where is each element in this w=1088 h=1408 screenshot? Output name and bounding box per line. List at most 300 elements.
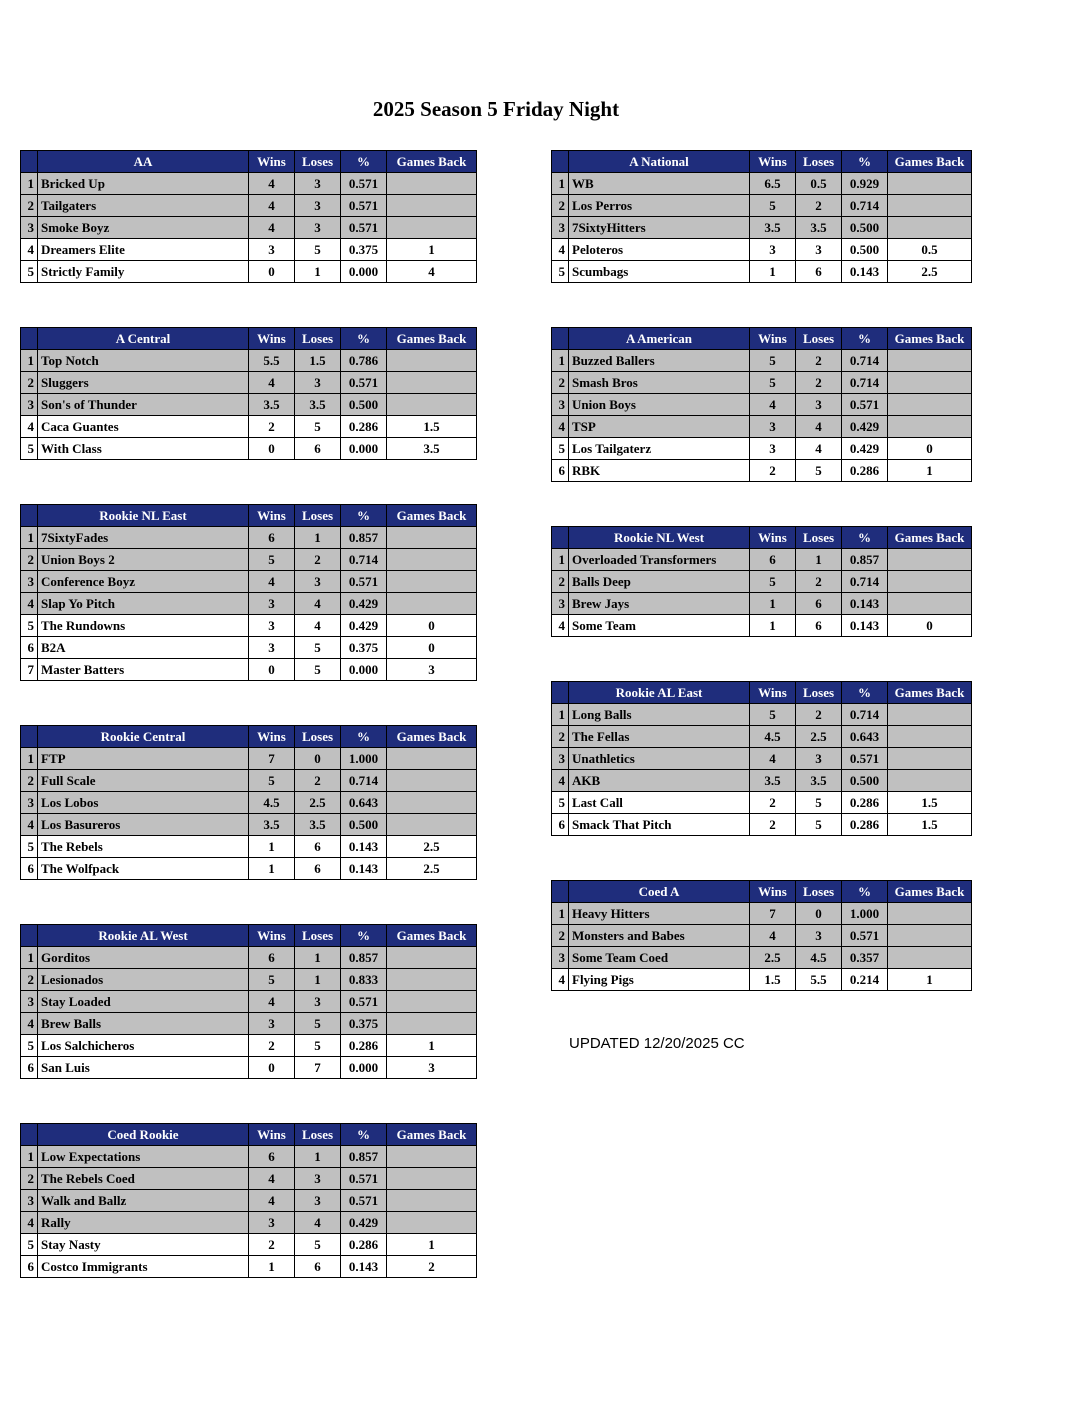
col-header-loses: Loses <box>295 328 341 350</box>
wins-cell: 1 <box>750 593 796 615</box>
games-back-cell <box>888 394 972 416</box>
col-header-games-back: Games Back <box>387 1124 477 1146</box>
team-name-cell: Strictly Family <box>38 261 249 283</box>
team-name-cell: Smash Bros <box>569 372 750 394</box>
table-header-row <box>552 682 972 704</box>
team-row <box>21 1013 477 1035</box>
standings-table-rookie-central <box>20 725 477 880</box>
position-cell: 1 <box>21 947 38 969</box>
pct-cell: 0.429 <box>341 593 387 615</box>
loses-cell: 4 <box>295 1212 341 1234</box>
position-cell: 6 <box>552 814 569 836</box>
wins-cell: 7 <box>249 748 295 770</box>
team-row <box>552 372 972 394</box>
table-header-row <box>552 881 972 903</box>
pct-cell: 0.429 <box>842 416 888 438</box>
position-cell: 2 <box>21 770 38 792</box>
games-back-cell <box>888 173 972 195</box>
team-name-cell: Lesionados <box>38 969 249 991</box>
loses-cell: 1 <box>295 969 341 991</box>
position-cell: 6 <box>21 637 38 659</box>
team-row <box>21 637 477 659</box>
col-header-pct: % <box>842 328 888 350</box>
pct-cell: 0.500 <box>341 814 387 836</box>
team-row <box>552 969 972 991</box>
team-name-cell: 7SixtyFades <box>38 527 249 549</box>
team-row <box>21 770 477 792</box>
col-header-wins: Wins <box>750 328 796 350</box>
team-row <box>21 195 477 217</box>
position-cell: 3 <box>21 792 38 814</box>
col-header-pct: % <box>341 151 387 173</box>
table-header-row <box>552 328 972 350</box>
games-back-cell <box>387 372 477 394</box>
team-name-cell: With Class <box>38 438 249 460</box>
right-tables-container <box>551 150 972 991</box>
pct-cell: 0.500 <box>341 394 387 416</box>
team-row <box>21 1234 477 1256</box>
col-header-wins: Wins <box>249 328 295 350</box>
wins-cell: 3 <box>249 615 295 637</box>
position-cell: 4 <box>21 239 38 261</box>
wins-cell: 0 <box>249 438 295 460</box>
pct-cell: 0.375 <box>341 637 387 659</box>
col-header-wins: Wins <box>750 881 796 903</box>
team-row <box>21 217 477 239</box>
position-cell: 3 <box>21 571 38 593</box>
loses-cell: 2 <box>295 770 341 792</box>
loses-cell: 3 <box>295 195 341 217</box>
position-cell: 3 <box>552 947 569 969</box>
wins-cell: 4 <box>249 571 295 593</box>
team-row <box>552 394 972 416</box>
pct-cell: 0.000 <box>341 659 387 681</box>
games-back-cell <box>387 217 477 239</box>
team-name-cell: AKB <box>569 770 750 792</box>
division-name: Rookie NL West <box>569 527 750 549</box>
loses-cell: 3.5 <box>796 770 842 792</box>
pct-cell: 0.643 <box>341 792 387 814</box>
games-back-cell <box>387 1212 477 1234</box>
loses-cell: 1 <box>295 1146 341 1168</box>
wins-cell: 5 <box>750 571 796 593</box>
wins-cell: 3 <box>249 593 295 615</box>
games-back-cell: 1.5 <box>888 792 972 814</box>
loses-cell: 6 <box>796 261 842 283</box>
games-back-cell <box>387 195 477 217</box>
games-back-cell <box>888 571 972 593</box>
pct-cell: 0.714 <box>341 770 387 792</box>
table-header-row <box>21 151 477 173</box>
games-back-cell <box>387 1146 477 1168</box>
wins-cell: 1 <box>249 858 295 880</box>
wins-cell: 2 <box>750 460 796 482</box>
team-row <box>21 527 477 549</box>
pct-cell: 0.143 <box>842 593 888 615</box>
team-row <box>21 1212 477 1234</box>
loses-cell: 6 <box>295 858 341 880</box>
col-header-pct: % <box>842 527 888 549</box>
team-row <box>21 1168 477 1190</box>
loses-cell: 3 <box>796 239 842 261</box>
col-header-games-back: Games Back <box>387 151 477 173</box>
games-back-cell <box>387 394 477 416</box>
wins-cell: 6 <box>249 527 295 549</box>
loses-cell: 3 <box>295 372 341 394</box>
team-name-cell: Walk and Ballz <box>38 1190 249 1212</box>
team-name-cell: Los Tailgaterz <box>569 438 750 460</box>
pct-cell: 0.571 <box>341 173 387 195</box>
position-cell: 6 <box>21 858 38 880</box>
division-name: Coed A <box>569 881 750 903</box>
loses-cell: 3 <box>295 571 341 593</box>
header-corner-cell <box>21 726 38 748</box>
pct-cell: 0.143 <box>341 836 387 858</box>
wins-cell: 2 <box>249 416 295 438</box>
loses-cell: 2.5 <box>295 792 341 814</box>
position-cell: 1 <box>552 903 569 925</box>
wins-cell: 3.5 <box>249 394 295 416</box>
team-name-cell: Scumbags <box>569 261 750 283</box>
pct-cell: 0.143 <box>842 261 888 283</box>
pct-cell: 0.286 <box>341 416 387 438</box>
wins-cell: 4 <box>249 195 295 217</box>
loses-cell: 1 <box>796 549 842 571</box>
wins-cell: 1 <box>750 615 796 637</box>
wins-cell: 5 <box>249 770 295 792</box>
loses-cell: 4 <box>796 438 842 460</box>
wins-cell: 0 <box>249 261 295 283</box>
pct-cell: 0.429 <box>341 615 387 637</box>
team-row <box>21 991 477 1013</box>
position-cell: 6 <box>21 1256 38 1278</box>
loses-cell: 5 <box>295 1234 341 1256</box>
position-cell: 2 <box>21 969 38 991</box>
team-name-cell: The Rundowns <box>38 615 249 637</box>
wins-cell: 3 <box>249 1212 295 1234</box>
loses-cell: 0.5 <box>796 173 842 195</box>
games-back-cell <box>387 350 477 372</box>
team-row <box>21 416 477 438</box>
position-cell: 3 <box>21 394 38 416</box>
games-back-cell <box>387 527 477 549</box>
pct-cell: 0.571 <box>341 195 387 217</box>
table-header-row <box>21 1124 477 1146</box>
col-header-games-back: Games Back <box>387 328 477 350</box>
wins-cell: 4 <box>249 217 295 239</box>
pct-cell: 0.571 <box>842 748 888 770</box>
header-corner-cell <box>21 505 38 527</box>
standings-table-rookie-nl-east <box>20 504 477 681</box>
loses-cell: 3 <box>295 1168 341 1190</box>
team-name-cell: Buzzed Ballers <box>569 350 750 372</box>
team-name-cell: Flying Pigs <box>569 969 750 991</box>
team-name-cell: Costco Immigrants <box>38 1256 249 1278</box>
position-cell: 2 <box>21 372 38 394</box>
position-cell: 2 <box>21 1168 38 1190</box>
team-name-cell: Stay Nasty <box>38 1234 249 1256</box>
team-name-cell: Peloteros <box>569 239 750 261</box>
col-header-loses: Loses <box>796 881 842 903</box>
wins-cell: 2 <box>249 1234 295 1256</box>
games-back-cell: 3 <box>387 1057 477 1079</box>
col-header-wins: Wins <box>249 505 295 527</box>
pct-cell: 0.375 <box>341 1013 387 1035</box>
pct-cell: 0.714 <box>842 571 888 593</box>
standings-table-a-national <box>551 150 972 283</box>
loses-cell: 2 <box>796 704 842 726</box>
loses-cell: 3.5 <box>796 217 842 239</box>
position-cell: 7 <box>21 659 38 681</box>
team-name-cell: Los Perros <box>569 195 750 217</box>
position-cell: 5 <box>21 1234 38 1256</box>
team-name-cell: Union Boys 2 <box>38 549 249 571</box>
wins-cell: 6.5 <box>750 173 796 195</box>
team-name-cell: The Fellas <box>569 726 750 748</box>
loses-cell: 3.5 <box>295 394 341 416</box>
team-name-cell: Caca Guantes <box>38 416 249 438</box>
col-header-games-back: Games Back <box>387 505 477 527</box>
standings-table-coed-rookie <box>20 1123 477 1278</box>
team-row <box>552 217 972 239</box>
team-name-cell: Los Lobos <box>38 792 249 814</box>
team-row <box>552 261 972 283</box>
team-row <box>552 770 972 792</box>
loses-cell: 3 <box>796 748 842 770</box>
team-row <box>21 615 477 637</box>
position-cell: 4 <box>552 770 569 792</box>
loses-cell: 5 <box>796 460 842 482</box>
position-cell: 1 <box>21 173 38 195</box>
loses-cell: 3 <box>295 217 341 239</box>
loses-cell: 2 <box>796 372 842 394</box>
loses-cell: 3 <box>295 991 341 1013</box>
games-back-cell <box>387 1013 477 1035</box>
games-back-cell <box>888 549 972 571</box>
games-back-cell <box>888 217 972 239</box>
pct-cell: 1.000 <box>842 903 888 925</box>
col-header-loses: Loses <box>295 925 341 947</box>
wins-cell: 3 <box>249 637 295 659</box>
games-back-cell: 4 <box>387 261 477 283</box>
games-back-cell <box>387 792 477 814</box>
wins-cell: 1 <box>249 1256 295 1278</box>
pct-cell: 0.833 <box>341 969 387 991</box>
position-cell: 2 <box>21 195 38 217</box>
games-back-cell: 2 <box>387 1256 477 1278</box>
wins-cell: 3 <box>249 239 295 261</box>
pct-cell: 0.571 <box>341 571 387 593</box>
position-cell: 3 <box>21 1190 38 1212</box>
wins-cell: 6 <box>750 549 796 571</box>
team-row <box>552 571 972 593</box>
col-header-wins: Wins <box>249 151 295 173</box>
wins-cell: 4 <box>249 173 295 195</box>
team-row <box>21 969 477 991</box>
pct-cell: 0.000 <box>341 1057 387 1079</box>
games-back-cell <box>888 925 972 947</box>
loses-cell: 5.5 <box>796 969 842 991</box>
col-header-games-back: Games Back <box>888 682 972 704</box>
header-corner-cell <box>552 328 569 350</box>
pct-cell: 0.500 <box>842 239 888 261</box>
team-name-cell: Balls Deep <box>569 571 750 593</box>
games-back-cell <box>387 571 477 593</box>
col-header-pct: % <box>341 505 387 527</box>
col-header-loses: Loses <box>796 682 842 704</box>
position-cell: 4 <box>552 615 569 637</box>
wins-cell: 1 <box>750 261 796 283</box>
position-cell: 4 <box>21 1013 38 1035</box>
standings-page <box>20 0 972 1322</box>
loses-cell: 1 <box>295 527 341 549</box>
position-cell: 6 <box>552 460 569 482</box>
games-back-cell <box>888 947 972 969</box>
team-name-cell: Some Team <box>569 615 750 637</box>
team-row <box>21 239 477 261</box>
wins-cell: 4 <box>750 925 796 947</box>
loses-cell: 5 <box>295 1013 341 1035</box>
col-header-wins: Wins <box>249 726 295 748</box>
standings-table-coed-a <box>551 880 972 991</box>
loses-cell: 3 <box>295 173 341 195</box>
games-back-cell: 0 <box>888 438 972 460</box>
position-cell: 1 <box>552 549 569 571</box>
position-cell: 1 <box>21 527 38 549</box>
team-row <box>552 438 972 460</box>
position-cell: 3 <box>552 593 569 615</box>
wins-cell: 3.5 <box>249 814 295 836</box>
team-row <box>21 947 477 969</box>
team-name-cell: Rally <box>38 1212 249 1234</box>
pct-cell: 0.714 <box>842 704 888 726</box>
pct-cell: 0.857 <box>341 1146 387 1168</box>
pct-cell: 0.571 <box>341 1190 387 1212</box>
division-name: Rookie Central <box>38 726 249 748</box>
col-header-loses: Loses <box>295 151 341 173</box>
position-cell: 1 <box>21 748 38 770</box>
loses-cell: 0 <box>796 903 842 925</box>
games-back-cell: 1.5 <box>387 416 477 438</box>
wins-cell: 3 <box>750 239 796 261</box>
loses-cell: 4.5 <box>796 947 842 969</box>
games-back-cell: 3 <box>387 659 477 681</box>
wins-cell: 4 <box>249 991 295 1013</box>
games-back-cell <box>888 748 972 770</box>
header-corner-cell <box>21 328 38 350</box>
loses-cell: 1.5 <box>295 350 341 372</box>
division-name: Rookie NL East <box>38 505 249 527</box>
team-row <box>21 836 477 858</box>
position-cell: 4 <box>21 1212 38 1234</box>
col-header-games-back: Games Back <box>888 151 972 173</box>
team-name-cell: Brew Balls <box>38 1013 249 1035</box>
team-name-cell: Los Salchicheros <box>38 1035 249 1057</box>
team-row <box>21 261 477 283</box>
team-row <box>21 372 477 394</box>
division-name: Rookie AL East <box>569 682 750 704</box>
loses-cell: 4 <box>295 615 341 637</box>
col-header-loses: Loses <box>796 151 842 173</box>
games-back-cell <box>387 969 477 991</box>
position-cell: 4 <box>552 416 569 438</box>
position-cell: 3 <box>552 394 569 416</box>
col-header-games-back: Games Back <box>888 328 972 350</box>
games-back-cell <box>888 903 972 925</box>
team-name-cell: TSP <box>569 416 750 438</box>
wins-cell: 5 <box>750 372 796 394</box>
pct-cell: 0.714 <box>842 195 888 217</box>
team-row <box>552 350 972 372</box>
table-header-row <box>21 328 477 350</box>
pct-cell: 0.571 <box>842 925 888 947</box>
team-name-cell: Son's of Thunder <box>38 394 249 416</box>
games-back-cell <box>387 947 477 969</box>
team-row <box>21 792 477 814</box>
team-row <box>552 416 972 438</box>
wins-cell: 5 <box>249 969 295 991</box>
pct-cell: 0.000 <box>341 438 387 460</box>
team-name-cell: Overloaded Transformers <box>569 549 750 571</box>
wins-cell: 2 <box>249 1035 295 1057</box>
team-name-cell: Sluggers <box>38 372 249 394</box>
team-name-cell: Stay Loaded <box>38 991 249 1013</box>
team-name-cell: Unathletics <box>569 748 750 770</box>
team-row <box>552 726 972 748</box>
standings-table-a-central <box>20 327 477 460</box>
wins-cell: 4 <box>249 1190 295 1212</box>
team-name-cell: Los Basureros <box>38 814 249 836</box>
team-name-cell: Last Call <box>569 792 750 814</box>
header-corner-cell <box>21 1124 38 1146</box>
division-name: Rookie AL West <box>38 925 249 947</box>
games-back-cell <box>387 1168 477 1190</box>
wins-cell: 5 <box>750 350 796 372</box>
pct-cell: 0.500 <box>842 217 888 239</box>
team-row <box>552 239 972 261</box>
team-row <box>21 350 477 372</box>
table-columns <box>20 150 972 1322</box>
position-cell: 1 <box>552 350 569 372</box>
standings-table-rookie-al-east <box>551 681 972 836</box>
team-name-cell: B2A <box>38 637 249 659</box>
pct-cell: 0.143 <box>842 615 888 637</box>
team-row <box>552 792 972 814</box>
pct-cell: 0.786 <box>341 350 387 372</box>
games-back-cell <box>387 173 477 195</box>
position-cell: 3 <box>21 217 38 239</box>
team-name-cell: Brew Jays <box>569 593 750 615</box>
loses-cell: 5 <box>295 1035 341 1057</box>
team-row <box>552 195 972 217</box>
col-header-pct: % <box>842 881 888 903</box>
header-corner-cell <box>21 151 38 173</box>
col-header-loses: Loses <box>796 328 842 350</box>
position-cell: 5 <box>21 836 38 858</box>
team-name-cell: Long Balls <box>569 704 750 726</box>
position-cell: 5 <box>21 438 38 460</box>
division-name: A Central <box>38 328 249 350</box>
team-row <box>21 1146 477 1168</box>
team-row <box>21 571 477 593</box>
position-cell: 3 <box>552 748 569 770</box>
team-name-cell: The Wolfpack <box>38 858 249 880</box>
team-name-cell: Smack That Pitch <box>569 814 750 836</box>
col-header-games-back: Games Back <box>387 925 477 947</box>
pct-cell: 0.643 <box>842 726 888 748</box>
games-back-cell <box>888 593 972 615</box>
wins-cell: 5 <box>750 704 796 726</box>
